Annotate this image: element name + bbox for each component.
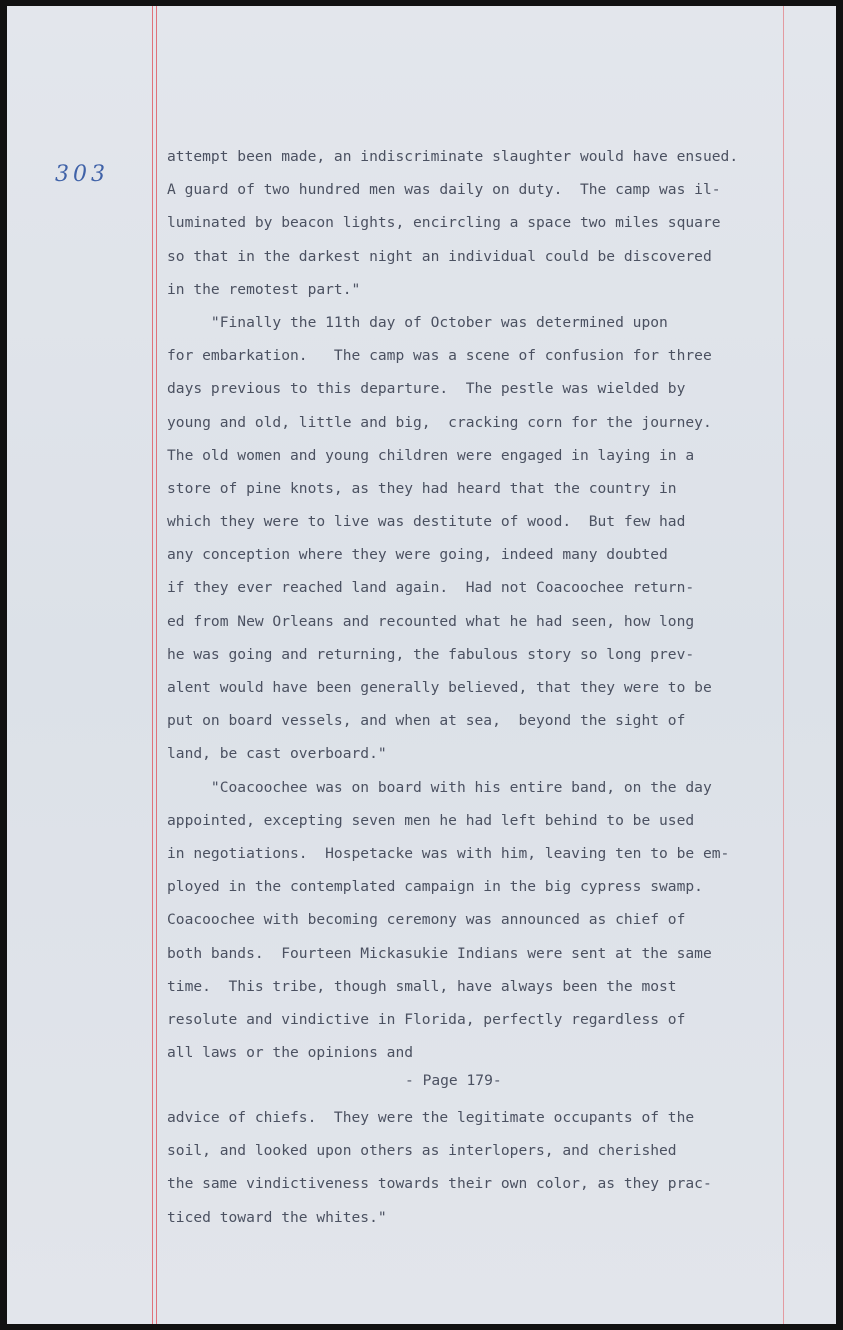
text-line: resolute and vindictive in Florida, perfectly regardless of xyxy=(167,1010,686,1028)
text-line: Coacoochee with becoming ceremony was announced as chief of xyxy=(167,911,686,929)
text-line: time. This tribe, though small, have always been the most xyxy=(167,977,677,995)
text-line: appointed, excepting seven men he had left behind to be used xyxy=(167,811,695,829)
body-text-after-footer xyxy=(167,1101,832,1234)
text-line: all laws or the opinions and xyxy=(167,1044,414,1062)
text-line: "Finally the 11th day of October was determined upon xyxy=(167,313,668,331)
text-line: put on board vessels, and when at sea, beyond the sight of xyxy=(167,712,686,730)
text-line: A guard of two hundred men was daily on duty. The camp was il- xyxy=(167,181,721,199)
typed-page xyxy=(7,6,836,1324)
text-line: ed from New Orleans and recounted what he had seen, how long xyxy=(167,612,695,630)
page-footer-label: - Page 179- xyxy=(405,1072,502,1089)
text-line: ticed toward the whites." xyxy=(167,1208,387,1226)
text-line: in negotiations. Hospetacke was with him, leaving ten to be em- xyxy=(167,844,730,862)
text-line: land, be cast overboard." xyxy=(167,745,387,763)
handwritten-page-number: 303 xyxy=(55,162,109,187)
text-line: soil, and looked upon others as interlopers, and cherished xyxy=(167,1142,677,1160)
text-line: so that in the darkest night an individual could be discovered xyxy=(167,247,712,265)
text-line: both bands. Fourteen Mickasukie Indians were sent at the same xyxy=(167,944,712,962)
text-line: attempt been made, an indiscriminate slaughter would have ensued. xyxy=(167,148,739,165)
text-line: ployed in the contemplated campaign in the big cypress swamp. xyxy=(167,878,703,896)
text-line: advice of chiefs. They were the legitimate occupants of the xyxy=(167,1109,695,1126)
text-line: "Coacoochee was on board with his entire band, on the day xyxy=(167,778,712,796)
text-line: for embarkation. The camp was a scene of confusion for three xyxy=(167,347,712,365)
margin-rule-left-inner xyxy=(156,6,157,1324)
text-line: store of pine knots, as they had heard that the country in xyxy=(167,479,677,497)
text-line: The old women and young children were engaged in laying in a xyxy=(167,446,695,464)
text-line: which they were to live was destitute of wood. But few had xyxy=(167,513,686,531)
text-line: any conception where they were going, indeed many doubted xyxy=(167,546,668,564)
text-line: luminated by beacon lights, encircling a space two miles square xyxy=(167,214,721,232)
text-line: the same vindictiveness towards their own color, as they prac- xyxy=(167,1175,712,1193)
text-line: days previous to this departure. The pestle was wielded by xyxy=(167,380,686,398)
text-line: if they ever reached land again. Had not Coacoochee return- xyxy=(167,579,695,597)
margin-rule-left-outer xyxy=(152,6,153,1324)
body-text-before-footer xyxy=(167,140,832,1069)
text-line: young and old, little and big, cracking corn for the journey. xyxy=(167,413,712,431)
text-line: in the remotest part." xyxy=(167,280,361,298)
text-line: he was going and returning, the fabulous story so long prev- xyxy=(167,645,695,663)
text-line: alent would have been generally believed, that they were to be xyxy=(167,679,712,696)
